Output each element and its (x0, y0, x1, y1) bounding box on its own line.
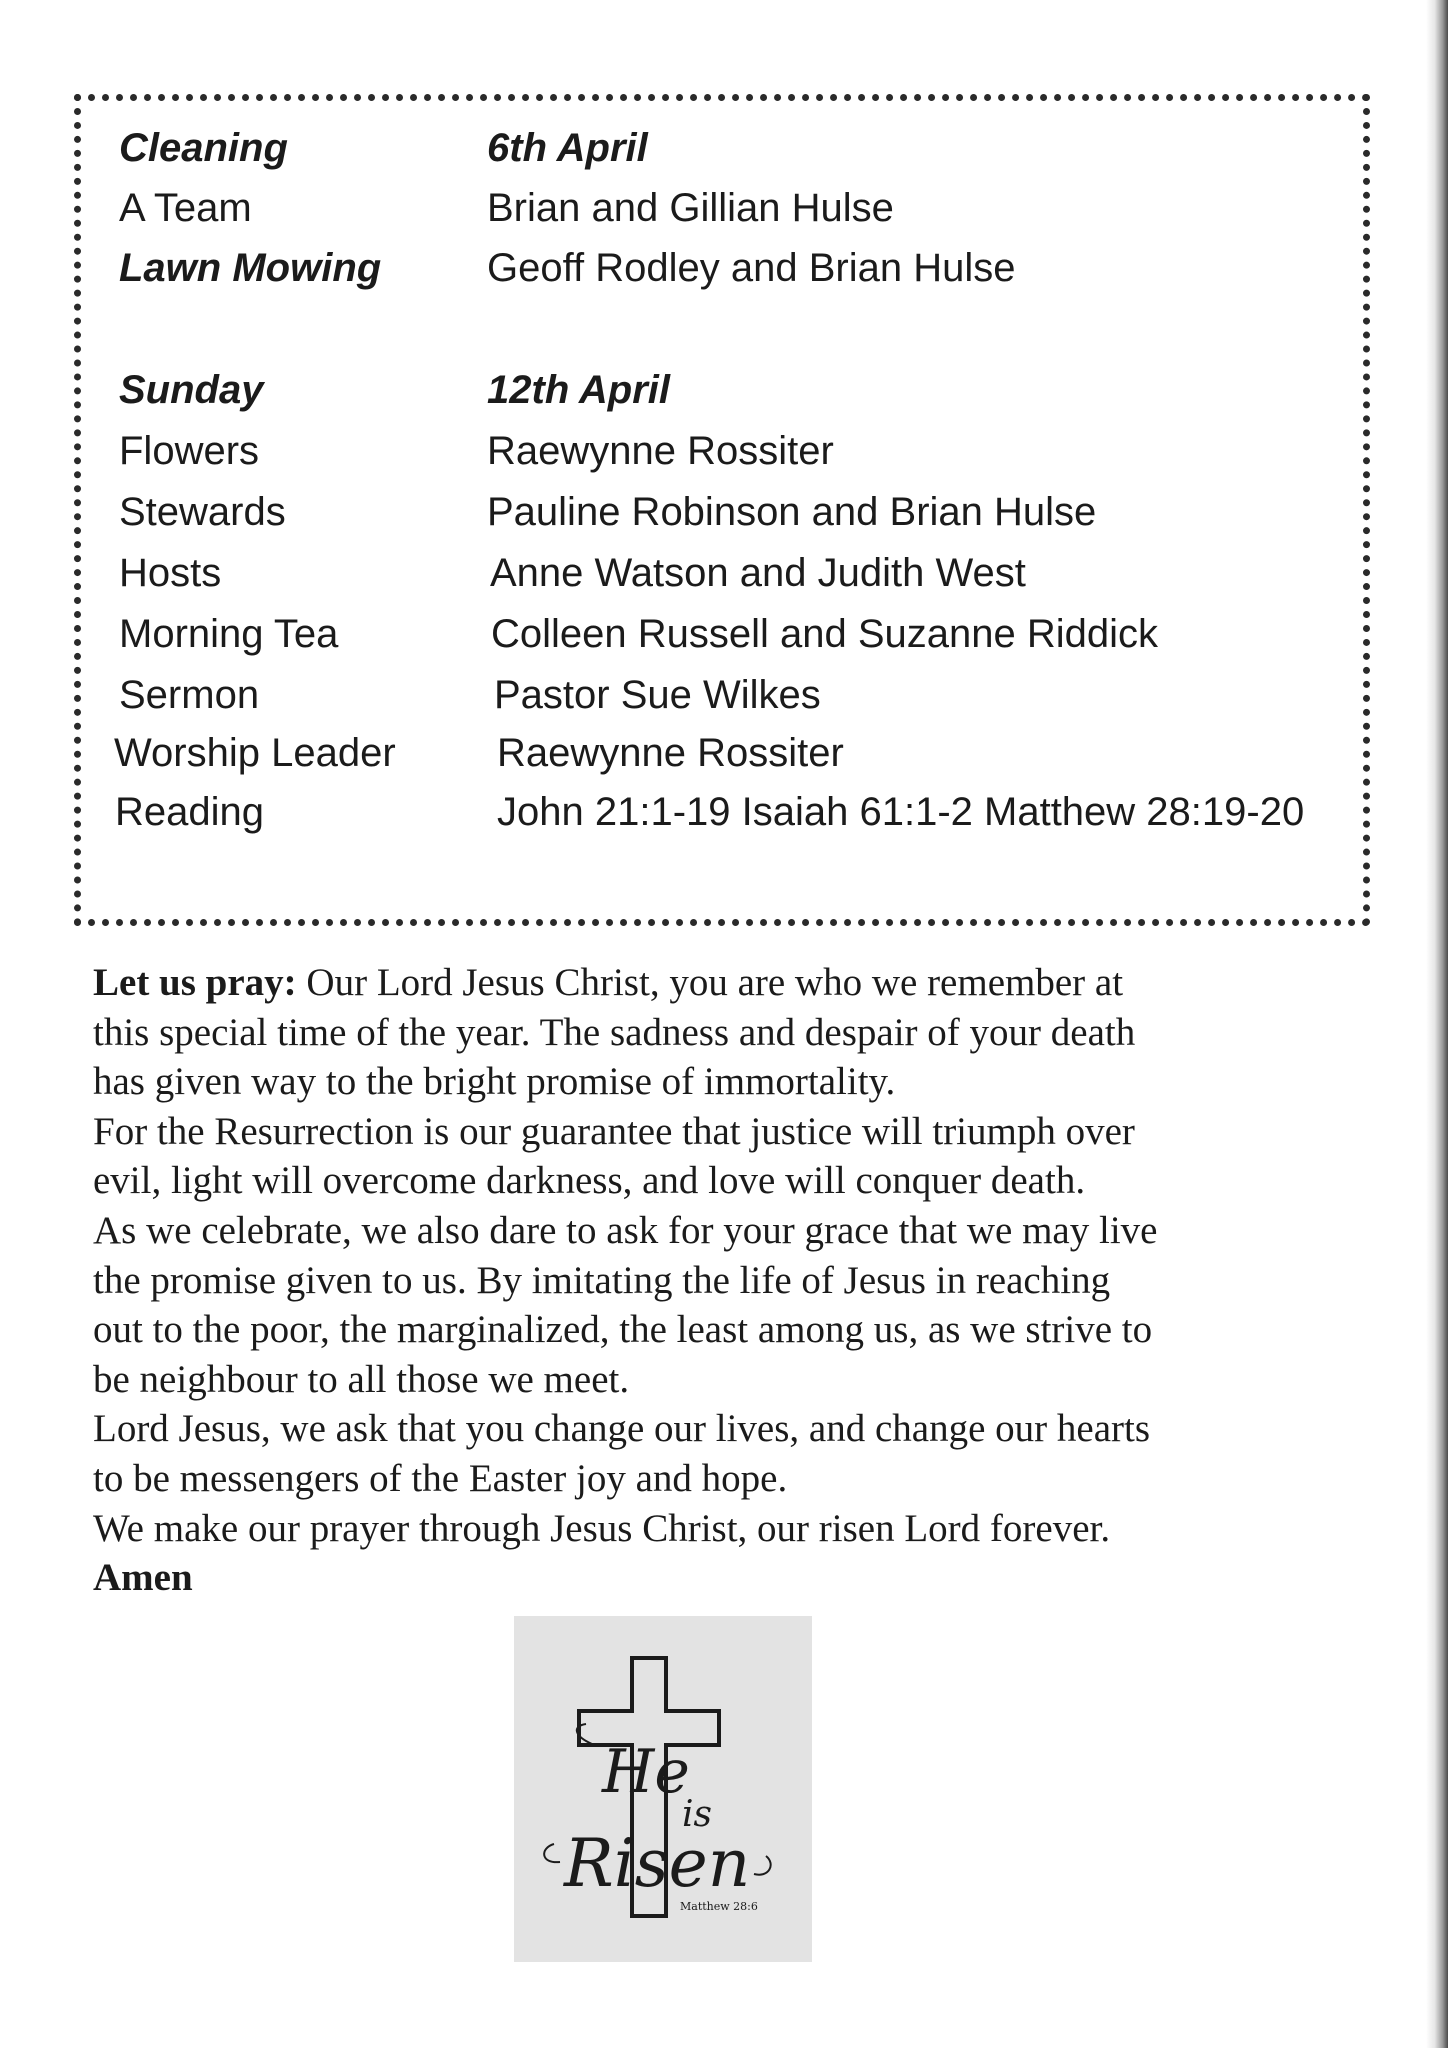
roster-row (81, 609, 1363, 659)
sunday-date: 12th April (487, 368, 670, 412)
cleaning-date: 6th April (487, 126, 648, 170)
roster-value: Colleen Russell and Suzanne Riddick (491, 612, 1159, 656)
risen-word-is: is (682, 1794, 712, 1835)
cleaning-heading-row (81, 123, 1363, 173)
roster-box (74, 94, 1370, 926)
roster-label: Worship Leader (114, 731, 396, 775)
prayer-text (93, 958, 1353, 1603)
risen-word-risen: Risen (564, 1825, 751, 1902)
risen-reference: Matthew 28:6 (680, 1900, 758, 1913)
prayer-line: out to the poor, the marginalized, the least among us, as we strive to (93, 1308, 1153, 1352)
prayer-line: evil, light will overcome darkness, and love will conquer death. (93, 1159, 1086, 1203)
roster-row (81, 728, 1363, 778)
prayer-line: this special time of the year. The sadness and despair of your death (93, 1010, 1136, 1054)
roster-label: Reading (115, 790, 265, 834)
prayer-line: As we celebrate, we also dare to ask for your grace that we may live (93, 1208, 1158, 1252)
roster-label: Lawn Mowing (119, 246, 382, 290)
roster-value: Anne Watson and Judith West (490, 551, 1026, 595)
prayer-lead: Let us pray: (93, 961, 297, 1004)
prayer-line: to be messengers of the Easter joy and hope. (93, 1456, 788, 1500)
roster-label: Stewards (119, 490, 286, 534)
prayer-line: Lord Jesus, we ask that you change our lives, and change our hearts (93, 1407, 1151, 1451)
sunday-heading: Sunday (119, 368, 264, 412)
roster-row (81, 487, 1363, 537)
sunday-heading-row (81, 365, 1363, 415)
roster-row (81, 670, 1363, 720)
page-edge-shadow (1426, 0, 1448, 2048)
prayer-line: has given way to the bright promise of immortality. (93, 1060, 896, 1104)
he-is-risen-image (514, 1616, 812, 1962)
roster-label: Flowers (119, 429, 260, 473)
he-is-risen-graphic (514, 1616, 812, 1962)
prayer-line: the promise given to us. By imitating the life of Jesus in reaching (93, 1258, 1111, 1302)
risen-word-he: He (602, 1737, 690, 1807)
roster-row (81, 787, 1363, 837)
roster-value: Pauline Robinson and Brian Hulse (487, 490, 1097, 534)
roster-label: Morning Tea (119, 612, 339, 656)
roster-row (81, 426, 1363, 476)
prayer-line: We make our prayer through Jesus Christ, our risen Lord forever. (93, 1506, 1111, 1550)
cleaning-heading: Cleaning (119, 126, 288, 170)
roster-value: Geoff Rodley and Brian Hulse (487, 246, 1016, 290)
roster-label: Sermon (119, 673, 260, 717)
prayer-line: For the Resurrection is our guarantee that justice will triumph over (93, 1109, 1135, 1153)
prayer-line: Let us pray: Our Lord Jesus Christ, you are who we remember at (93, 961, 1124, 1004)
roster-value: Raewynne Rossiter (487, 429, 834, 473)
roster-value: Brian and Gillian Hulse (487, 186, 894, 230)
roster-row (81, 243, 1363, 293)
prayer-line: be neighbour to all those we meet. (93, 1357, 630, 1401)
roster-row (81, 183, 1363, 233)
roster-value: John 21:1-19 Isaiah 61:1-2 Matthew 28:19-20 (497, 790, 1305, 834)
roster-value: Raewynne Rossiter (497, 731, 844, 775)
roster-value: Pastor Sue Wilkes (494, 673, 821, 717)
roster-label: A Team (119, 186, 252, 230)
roster-row (81, 548, 1363, 598)
prayer-amen: Amen (93, 1556, 193, 1600)
roster-label: Hosts (119, 551, 222, 595)
